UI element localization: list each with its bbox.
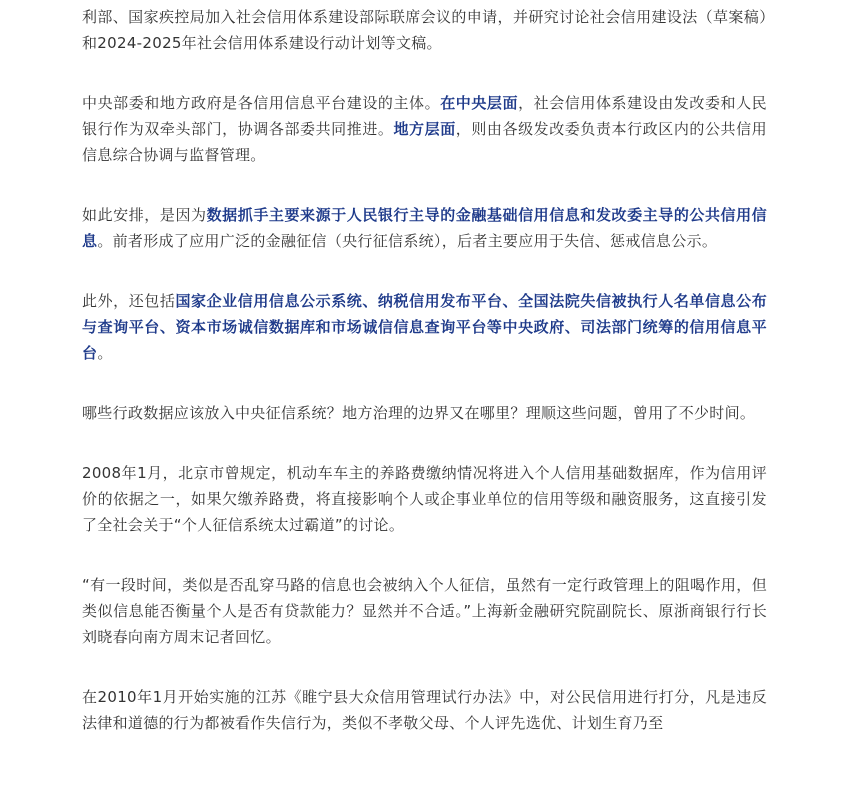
paragraph-2-text-2: ，社会信用体系建设由发改委和人民银行作为双牵头部门，协调各部委共同推进。 [82,94,767,138]
paragraph-2 [82,90,767,168]
paragraph-7: “有一段时间，类似是否乱穿马路的信息也会被纳入个人征信，虽然有一定行政管理上的阻喝作用，但类似信息能否衡量个人是否有贷款能力？显然并不合适。”上海新金融研究院副院长、原浙商银行行长刘晓春向南方周末记者回忆。 [82,576,767,646]
paragraph-3-text-1: 如此安排，是因为 [82,206,207,224]
paragraph-6: 2008年1月，北京市曾规定，机动车车主的养路费缴纳情况将进入个人信用基础数据库，作为信用评价的依据之一，如果欠缴养路费，将直接影响个人或企事业单位的信用等级和融资服务，这直接引发了全社会关于“个人征信系统太过霸道”的讨论。 [82,464,767,534]
highlight-credit-platforms: 国家企业信用信息公示系统、纳税信用发布平台、全国法院失信被执行人名单信息公布与查询平台、资本市场诚信数据库和市场诚信信息查询平台等中央政府、司法部门统筹的信用信息平台 [82,292,767,362]
paragraph-3 [82,202,767,254]
paragraph-8: 在2010年1月开始实施的江苏《睢宁县大众信用管理试行办法》中，对公民信用进行打分，凡是违反法律和道德的行为都被看作失信行为，类似不孝敬父母、个人评先选优、计划生育乃至 [82,688,767,732]
paragraph-3-text-2: 。前者形成了应用广泛的金融征信（央行征信系统），后者主要应用于失信、惩戒信息公示。 [97,232,718,250]
paragraph-4-text-1: 此外，还包括 [82,292,176,310]
highlight-data-sources: 数据抓手主要来源于人民银行主导的金融基础信用信息和发改委主导的公共信用信息 [82,206,767,250]
article-body [82,0,767,770]
highlight-central-level: 在中央层面 [440,94,519,112]
paragraph-2-text-1: 中央部委和地方政府是各信用信息平台建设的主体。 [82,94,441,112]
paragraph-5: 哪些行政数据应该放入中央征信系统？地方治理的边界又在哪里？理顺这些问题，曾用了不少时间。 [82,404,756,422]
paragraph-2-text-3: ，则由各级发改委负责本行政区内的公共信用信息综合协调与监督管理。 [82,120,767,164]
highlight-local-level: 地方层面 [393,120,456,138]
paragraph-4-text-2: 。 [97,344,113,362]
paragraph-1: 利部、国家疾控局加入社会信用体系建设部际联席会议的申请，并研究讨论社会信用建设法（草案稿）和2024-2025年社会信用体系建设行动计划等文稿。 [82,8,767,52]
paragraph-4 [82,288,767,366]
